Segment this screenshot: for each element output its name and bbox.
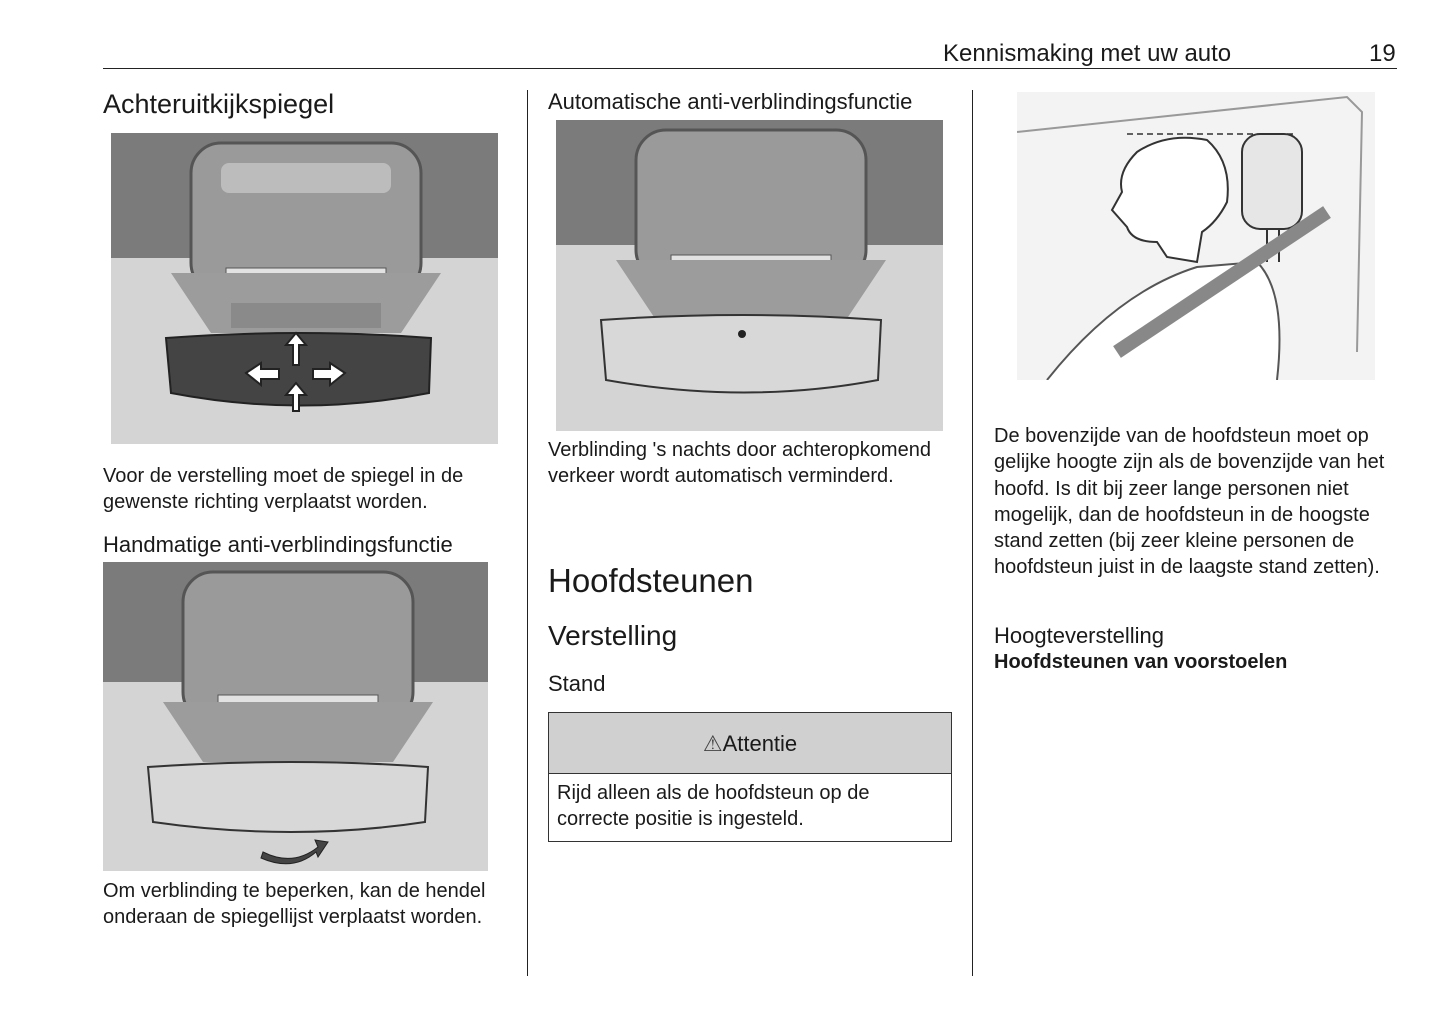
section-title: Kennismaking met uw auto <box>943 40 1232 67</box>
attention-box <box>548 712 952 842</box>
auto-antiglare-illustration <box>556 120 943 431</box>
header-rule <box>103 68 1397 69</box>
headrest-height-illustration <box>1017 92 1375 380</box>
heading-height-adjustment: Hoogteverstelling <box>994 623 1164 648</box>
paragraph: Verblinding 's nachts door achteropkomend verkeer wordt automatisch verminderd. <box>548 439 931 488</box>
section-heading-headrests: Hoofdsteunen <box>548 562 754 599</box>
mirror-lever-figure <box>103 562 488 871</box>
subheading-auto-antiglare: Automatische anti-verblindingsfunctie <box>548 89 913 114</box>
paragraph: Om verblinding te beperken, kan de hendel onderaan de spiegellijst verplaatst worden. <box>103 880 486 929</box>
page-number: 19 <box>1369 40 1396 67</box>
heading-adjustment: Verstelling <box>548 620 678 651</box>
heading-rearview-mirror: Achteruitkijkspiegel <box>103 89 335 119</box>
attention-title: Attentie <box>722 731 798 756</box>
mirror-sensor-figure <box>556 120 943 431</box>
paragraph: De bovenzijde van de hoofdsteun moet op gelijke hoogte zijn als de bovenzijde van het hoofd. Is dit bij zeer lange personen niet mogelijk, dan de hoofdsteun in de hoogste stand zetten (bij zeer kleine personen de hoofdsteun juist in de laagste stand zetten). <box>994 425 1385 579</box>
person-headrest-figure <box>1017 92 1375 380</box>
mirror-adjust-illustration <box>111 133 498 444</box>
attention-header <box>549 713 951 774</box>
subheading-manual-antiglare: Handmatige anti-verblindingsfunctie <box>103 532 453 557</box>
attention-text: Rijd alleen als de hoofdsteun op de correcte positie is ingesteld. <box>557 782 870 831</box>
paragraph: Voor de verstelling moet de spiegel in de gewenste richting verplaatst worden. <box>103 465 464 514</box>
mirror-arrows-figure <box>111 133 498 444</box>
column-divider <box>972 90 973 976</box>
column-divider <box>527 90 528 976</box>
bold-subheading-front-seats: Hoofdsteunen van voorstoelen <box>994 651 1288 673</box>
warning-triangle-icon: ⚠ <box>702 731 723 756</box>
heading-position: Stand <box>548 671 606 696</box>
manual-antiglare-illustration <box>103 562 488 871</box>
